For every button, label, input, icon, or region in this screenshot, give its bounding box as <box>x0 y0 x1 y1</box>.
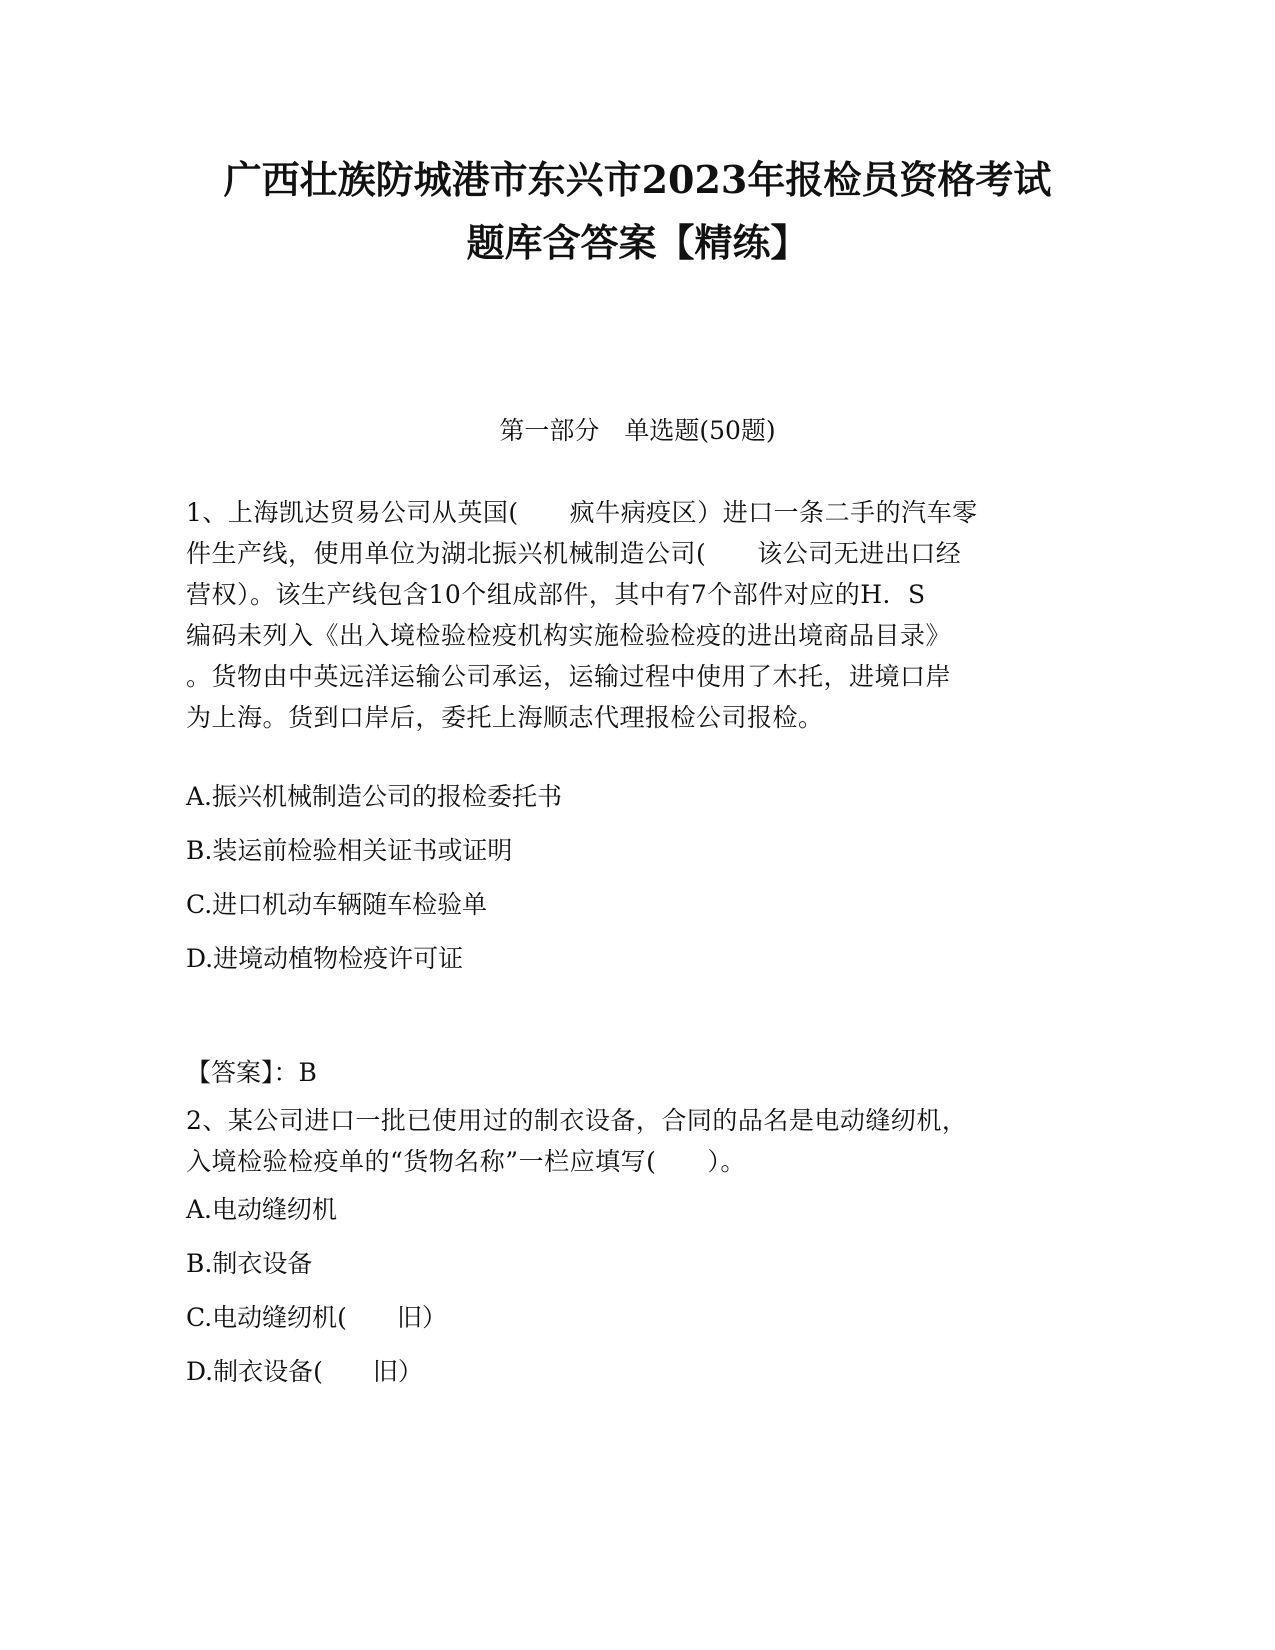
stem-line: 。货物由中英远洋运输公司承运，运输过程中使用了木托，进境口岸 <box>186 662 952 691</box>
stem-line: 入境检验检疫单的“货物名称”一栏应填写( ）。 <box>186 1147 746 1176</box>
question-2-stem <box>186 1100 1081 1182</box>
question-1-option-d: D.进境动植物检疫许可证 <box>186 944 464 973</box>
document-title <box>150 148 1125 274</box>
title-line-2: 题库含答案【精练】 <box>466 220 809 265</box>
question-1-stem <box>186 492 1081 738</box>
stem-line: 营权）。该生产线包含10个组成部件，其中有7个部件对应的H．S <box>186 580 926 609</box>
stem-line: 为上海。货到口岸后，委托上海顺志代理报检公司报检。 <box>186 703 824 732</box>
question-1-option-b: B.装运前检验相关证书或证明 <box>186 836 513 865</box>
stem-line: 2、某公司进口一批已使用过的制衣设备，合同的品名是电动缝纫机， <box>186 1106 968 1135</box>
stem-line: 1、上海凯达贸易公司从英国( 疯牛病疫区）进口一条二手的汽车零 <box>186 498 978 527</box>
question-2-option-b: B.制衣设备 <box>186 1249 313 1278</box>
question-1-option-c: C.进口机动车辆随车检验单 <box>186 890 488 919</box>
question-1-answer: 【答案】：B <box>186 1058 317 1087</box>
question-1-option-a: A.振兴机械制造公司的报检委托书 <box>186 782 563 811</box>
question-2-option-c: C.电动缝纫机( 旧） <box>186 1303 447 1332</box>
section-heading: 第一部分 单选题(50题) <box>499 416 776 445</box>
question-2-option-a: A.电动缝纫机 <box>186 1195 338 1224</box>
stem-line: 编码未列入《出入境检验检疫机构实施检验检疫的进出境商品目录》 <box>186 621 952 650</box>
question-2-option-d: D.制衣设备( 旧） <box>186 1357 423 1386</box>
title-line-1: 广西壮族防城港市东兴市2023年报检员资格考试 <box>223 157 1052 202</box>
stem-line: 件生产线，使用单位为湖北振兴机械制造公司( 该公司无进出口经 <box>186 539 962 568</box>
